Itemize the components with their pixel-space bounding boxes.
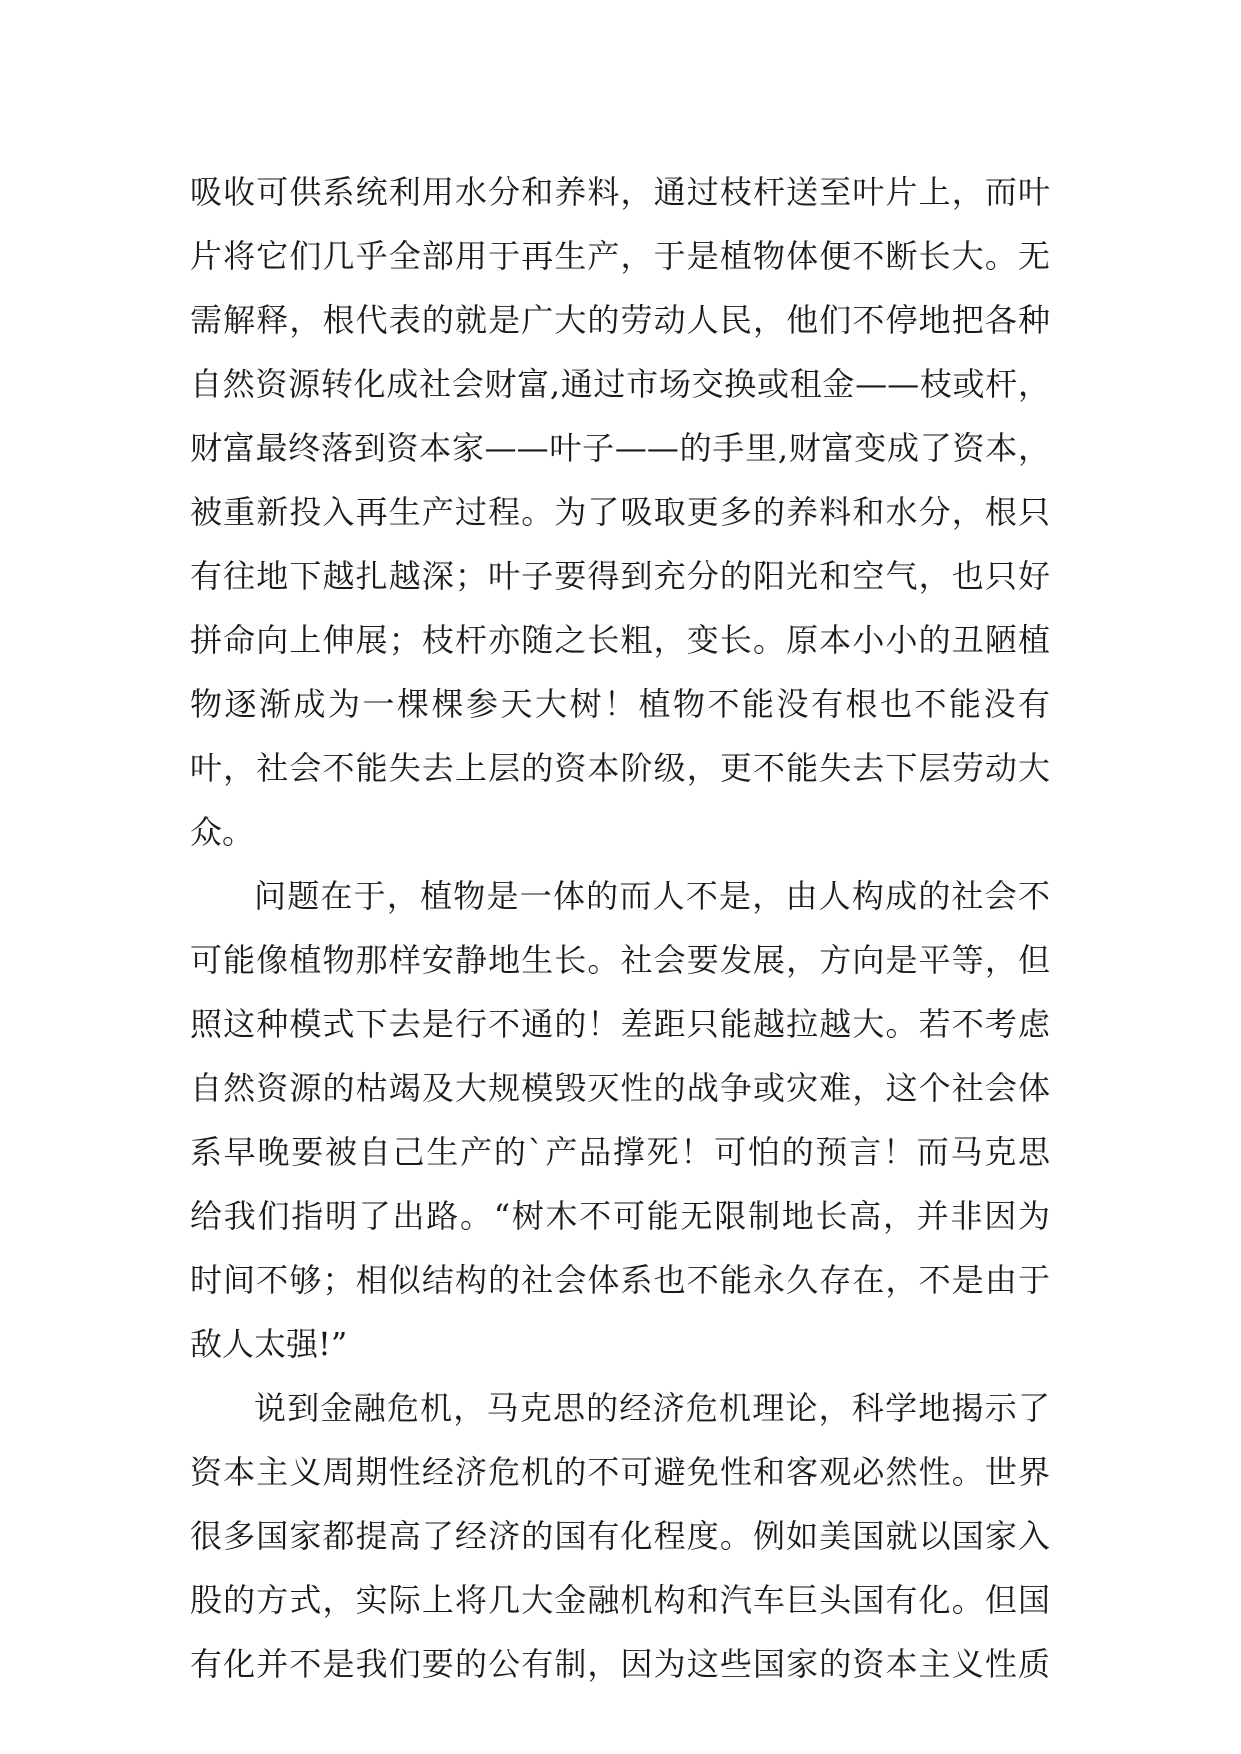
text-line: 给我们指明了出路。“树木不可能无限制地长高，并非因为: [190, 1197, 1050, 1235]
text-line: 敌人太强!”: [190, 1325, 348, 1363]
text-line: 时间不够；相似结构的社会体系也不能永久存在，不是由于: [190, 1261, 1050, 1299]
text-line: 自然资源转化成社会财富,通过市场交换或租金——枝或杆，: [190, 365, 1050, 403]
text-line: 股的方式，实际上将几大金融机构和汽车巨头国有化。但国: [190, 1581, 1050, 1619]
text-line: 需解释，根代表的就是广大的劳动人民，他们不停地把各种: [190, 301, 1050, 339]
text-line: 被重新投入再生产过程。为了吸取更多的养料和水分，根只: [190, 493, 1050, 531]
text-line: 有往地下越扎越深；叶子要得到充分的阳光和空气，也只好: [190, 557, 1050, 595]
text-line: 吸收可供系统利用水分和养料，通过枝杆送至叶片上，而叶: [190, 173, 1050, 211]
text-line: 自然资源的枯竭及大规模毁灭性的战争或灾难，这个社会体: [190, 1069, 1050, 1107]
text-line: 系早晚要被自己生产的`产品撑死！可怕的预言！而马克思: [190, 1133, 1050, 1171]
text-line: 可能像植物那样安静地生长。社会要发展，方向是平等，但: [190, 941, 1050, 979]
text-line: 资本主义周期性经济危机的不可避免性和客观必然性。世界: [190, 1453, 1050, 1491]
paragraph-3: [190, 1376, 1050, 1696]
text-line: 物逐渐成为一棵棵参天大树！植物不能没有根也不能没有: [190, 685, 1050, 723]
text-line: 片将它们几乎全部用于再生产，于是植物体便不断长大。无: [190, 237, 1050, 275]
text-line: 拼命向上伸展；枝杆亦随之长粗，变长。原本小小的丑陋植: [190, 621, 1050, 659]
text-line: 问题在于，植物是一体的而人不是，由人构成的社会不: [254, 877, 1050, 915]
body-text: [190, 160, 1050, 1696]
text-line: 众。: [190, 813, 255, 851]
text-line: 叶，社会不能失去上层的资本阶级，更不能失去下层劳动大: [190, 749, 1050, 787]
text-line: 说到金融危机，马克思的经济危机理论，科学地揭示了: [254, 1389, 1050, 1427]
text-line: 财富最终落到资本家——叶子——的手里,财富变成了资本，: [190, 429, 1050, 467]
text-line: 照这种模式下去是行不通的！差距只能越拉越大。若不考虑: [190, 1005, 1050, 1043]
text-line: 很多国家都提高了经济的国有化程度。例如美国就以国家入: [190, 1517, 1050, 1555]
paragraph-1: [190, 160, 1050, 864]
text-line: 有化并不是我们要的公有制，因为这些国家的资本主义性质: [190, 1645, 1050, 1683]
paragraph-2: [190, 864, 1050, 1376]
